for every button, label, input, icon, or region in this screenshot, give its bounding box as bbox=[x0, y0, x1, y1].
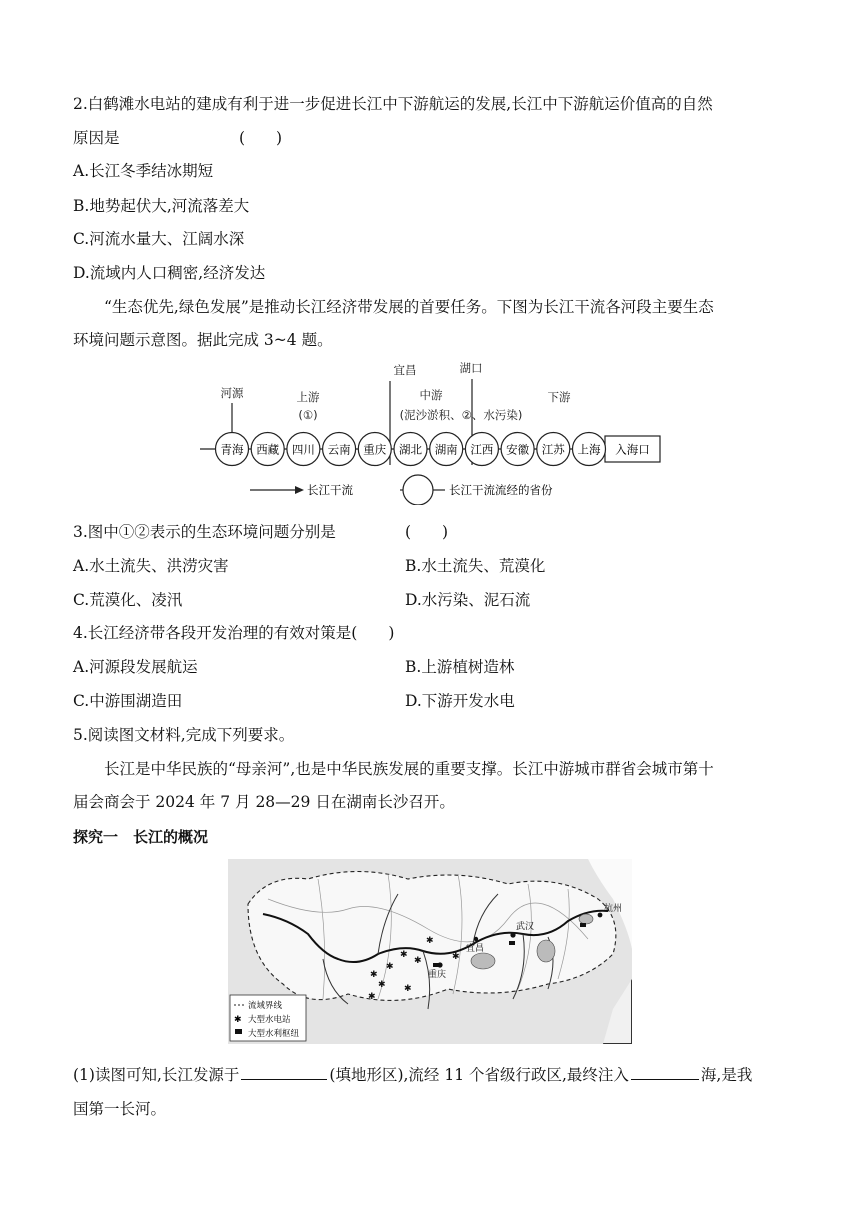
hydro-station-icon: ✱ bbox=[404, 984, 412, 994]
q4-option-b: B.上游植树造林 bbox=[405, 658, 515, 676]
legend-arrow-label: 长江干流 bbox=[307, 483, 353, 497]
label-middle-issue: (泥沙淤积、②、水污染) bbox=[399, 408, 523, 422]
province-label: 西藏 bbox=[256, 442, 280, 457]
q2-option-a: A.长江冬季结冰期短 bbox=[73, 162, 214, 180]
q3-option-b: B.水土流失、荒漠化 bbox=[405, 557, 546, 575]
map-yichang: 宜昌 bbox=[466, 944, 485, 954]
dam-icon bbox=[580, 923, 586, 927]
province-label: 江西 bbox=[470, 442, 494, 457]
q3-option-a: A.水土流失、洪涝灾害 bbox=[73, 557, 229, 575]
dam-icon bbox=[433, 963, 439, 967]
label-upper: 上游 bbox=[296, 390, 320, 404]
province-label: 江苏 bbox=[541, 442, 565, 457]
hydro-station-icon: ✱ bbox=[426, 936, 434, 946]
map-hangzhou: 杭州 bbox=[604, 904, 623, 914]
province-label: 湖北 bbox=[399, 442, 422, 457]
hydro-station-icon: ✱ bbox=[452, 952, 460, 962]
hydro-station-icon: ✱ bbox=[414, 956, 422, 966]
hydro-station-icon: ✱ bbox=[400, 950, 408, 960]
label-upper-issue: (①) bbox=[298, 408, 318, 422]
q5-sub1-line1 bbox=[73, 1064, 752, 1086]
province-label: 青海 bbox=[220, 442, 244, 457]
yangtze-basin-map bbox=[228, 859, 632, 1044]
answer-blank-landform[interactable] bbox=[241, 1064, 327, 1080]
q4-option-c: C.中游围湖造田 bbox=[73, 692, 183, 710]
map-legend-dam: 大型水利枢纽 bbox=[248, 1029, 300, 1039]
q5-stem: 5.阅读图文材料,完成下列要求。 bbox=[73, 726, 295, 744]
q2-option-b: B.地势起伏大,河流落差大 bbox=[73, 197, 250, 215]
map-legend-boundary: 流域界线 bbox=[248, 1001, 283, 1011]
hydro-station-icon: ✱ bbox=[368, 992, 376, 1002]
q4-stem: 4.长江经济带各段开发治理的有效对策是( ) bbox=[73, 624, 395, 642]
q3-option-d: D.水污染、泥石流 bbox=[405, 591, 531, 609]
label-middle: 中游 bbox=[419, 388, 443, 402]
province-label: 云南 bbox=[327, 442, 351, 457]
legend-circle-label: 长江干流流经的省份 bbox=[449, 483, 553, 497]
label-source: 河源 bbox=[220, 386, 244, 400]
hydro-station-icon: ✱ bbox=[370, 970, 378, 980]
q5-para-line1: 长江是中华民族的“母亲河”,也是中华民族发展的重要支撑。长江中游城市群省会城市第十 bbox=[104, 760, 714, 778]
q2-option-d: D.流域内人口稠密,经济发达 bbox=[73, 264, 266, 282]
intro-line2: 环境问题示意图。据此完成 3~4 题。 bbox=[73, 331, 333, 349]
province-label: 湖南 bbox=[434, 442, 458, 457]
svg-text:✱: ✱ bbox=[234, 1015, 242, 1025]
q2-answer-paren: ( ) bbox=[239, 129, 283, 147]
section-heading: 探究一 长江的概况 bbox=[73, 828, 209, 846]
map-legend-hydro: 大型水电站 bbox=[248, 1015, 291, 1025]
intro-line1: “生态优先,绿色发展”是推动长江经济带发展的首要任务。下图为长江干流各河段主要生态 bbox=[104, 298, 714, 316]
q5-sub1-part2: (填地形区),流经 11 个省级行政区,最终注入 bbox=[329, 1066, 629, 1084]
label-hukou: 湖口 bbox=[459, 361, 483, 375]
map-chongqing: 重庆 bbox=[428, 970, 447, 980]
label-lower: 下游 bbox=[547, 390, 571, 404]
q5-para-line2: 届会商会于 2024 年 7 月 28—29 日在湖南长沙召开。 bbox=[73, 793, 455, 811]
q5-sub1-part3: 海,是我 bbox=[700, 1066, 753, 1084]
province-label: 安徽 bbox=[506, 442, 530, 457]
q2-option-c: C.河流水量大、江阔水深 bbox=[73, 230, 245, 248]
province-label: 上海 bbox=[577, 442, 601, 457]
hydro-station-icon: ✱ bbox=[378, 980, 386, 990]
yangtze-issues-diagram bbox=[195, 355, 675, 505]
q4-option-a: A.河源段发展航运 bbox=[73, 658, 198, 676]
q5-sub1-line2: 国第一长河。 bbox=[73, 1100, 167, 1118]
province-label: 重庆 bbox=[363, 442, 387, 457]
q2-stem-line1: 2.白鹤滩水电站的建成有利于进一步促进长江中下游航运的发展,长江中下游航运价值高的自然 bbox=[73, 95, 713, 113]
sea-box-label: 入海口 bbox=[615, 442, 650, 457]
q3-stem: 3.图中①②表示的生态环境问题分别是 bbox=[73, 523, 336, 541]
province-label: 四川 bbox=[291, 442, 315, 457]
q5-sub1-part1: (1)读图可知,长江发源于 bbox=[73, 1066, 240, 1084]
q2-stem-line2: 原因是 bbox=[73, 129, 120, 147]
answer-blank-sea[interactable] bbox=[631, 1064, 699, 1080]
q3-option-c: C.荒漠化、凌汛 bbox=[73, 591, 183, 609]
map-wuhan: 武汉 bbox=[516, 922, 535, 932]
dam-icon bbox=[509, 941, 515, 945]
q4-option-d: D.下游开发水电 bbox=[405, 692, 515, 710]
hydro-station-icon: ✱ bbox=[386, 962, 394, 972]
q3-answer-paren: ( ) bbox=[405, 523, 449, 541]
label-yichang: 宜昌 bbox=[393, 363, 417, 377]
